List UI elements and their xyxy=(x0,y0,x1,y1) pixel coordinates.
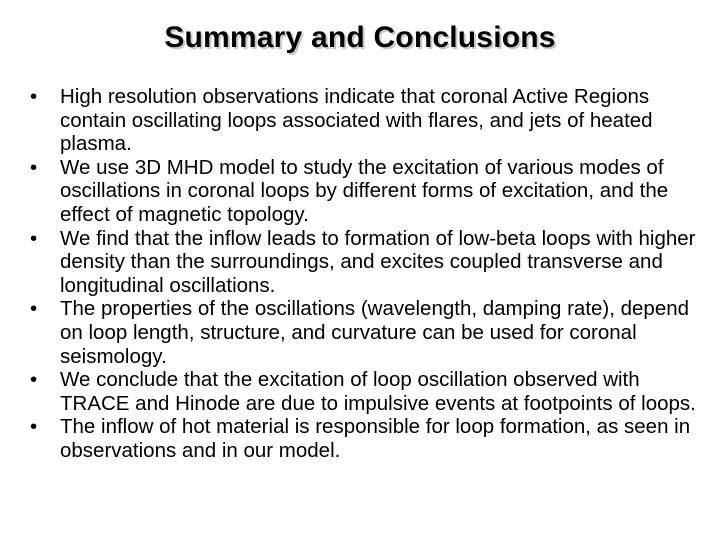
bullet-text: We find that the inflow leads to formation of low-beta loops with higher density than the surroundings, and excites coupled transverse and longitudinal oscillations. xyxy=(60,226,696,297)
bullet-item xyxy=(30,227,700,298)
bullet-text: We use 3D MHD model to study the excitation of various modes of oscillations in coronal loops by different forms of excitation, and the effect of magnetic topology. xyxy=(60,155,669,226)
bullet-icon: • xyxy=(30,155,38,179)
bullet-icon: • xyxy=(30,226,38,250)
bullet-text: The inflow of hot material is responsible for loop formation, as seen in observations and in our model. xyxy=(60,415,691,462)
slide-title: Summary and Conclusions xyxy=(164,21,556,54)
bullet-list xyxy=(30,85,700,463)
bullet-icon: • xyxy=(30,297,38,321)
bullet-icon: • xyxy=(30,415,38,439)
bullet-item xyxy=(30,415,700,462)
bullet-item xyxy=(30,85,700,156)
bullet-text: The properties of the oscillations (wavelength, damping rate), depend on loop length, structure, and curvature can be used for coronal seismology. xyxy=(60,297,690,368)
bullet-item xyxy=(30,156,700,227)
bullet-icon: • xyxy=(30,368,38,392)
bullet-item xyxy=(30,297,700,368)
bullet-icon: • xyxy=(30,85,38,108)
bullet-item xyxy=(30,368,700,415)
bullet-text: High resolution observations indicate that coronal Active Regions contain oscillating loops associated with flares, and jets of heated plasma. xyxy=(60,85,653,156)
bullet-text: We conclude that the excitation of loop oscillation observed with TRACE and Hinode are due to impulsive events at footpoints of loops. xyxy=(60,368,696,415)
